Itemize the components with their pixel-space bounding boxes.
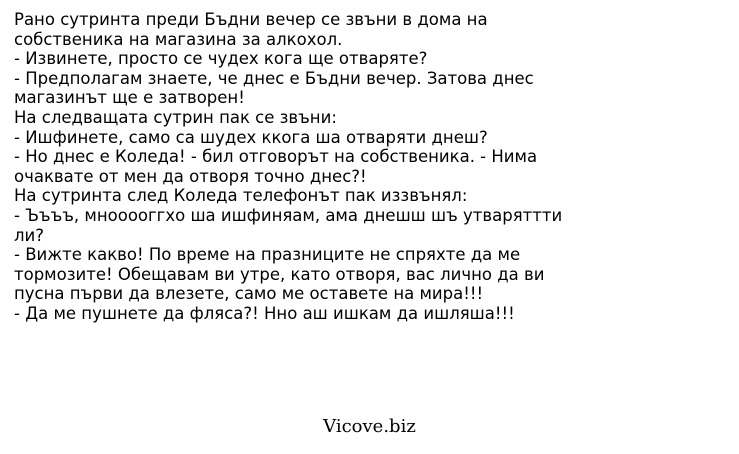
joke-text (14, 10, 729, 324)
joke-line: - Ъъъъ, мнооооггхо ша ишфиняам, ама днешш шъ утваряттти (14, 205, 563, 225)
joke-line: На следващата сутрин пак се звъни: (14, 107, 337, 127)
joke-line: - Но днес е Коледа! - бил отговорът на собственика. - Нима (14, 147, 538, 167)
joke-line: - Предполагам знаете, че днес е Бъдни вечер. Затова днес (14, 68, 534, 88)
joke-line: - Вижте какво! По време на празниците не спряхте да ме (14, 245, 521, 265)
joke-line: тормозите! Обещавам ви утре, като отворя, вас лично да ви (14, 264, 545, 284)
site-watermark: Vicove.biz (323, 416, 416, 437)
joke-line: собственика на магазина за алкохол. (14, 29, 343, 49)
joke-line: Рано сутринта преди Бъдни вечер се звъни в дома на (14, 10, 488, 29)
joke-line: - Да ме пушнете да фляса?! Нно аш ишкам да ишляша!!! (14, 303, 515, 323)
joke-line: ли? (14, 225, 45, 245)
joke-line: На сутринта след Коледа телефонът пак иззвънял: (14, 186, 468, 206)
joke-line: - Ишфинете, само са шудех ккога ша отваряти днеш? (14, 127, 488, 147)
joke-line: пусна първи да влезете, само ме оставете на мира!!! (14, 284, 484, 304)
joke-line: магазинът ще е затворен! (14, 88, 245, 108)
joke-line: - Извинете, просто се чудех кога ще отваряте? (14, 49, 428, 69)
joke-line: очаквате от мен да отворя точно днес?! (14, 166, 367, 186)
